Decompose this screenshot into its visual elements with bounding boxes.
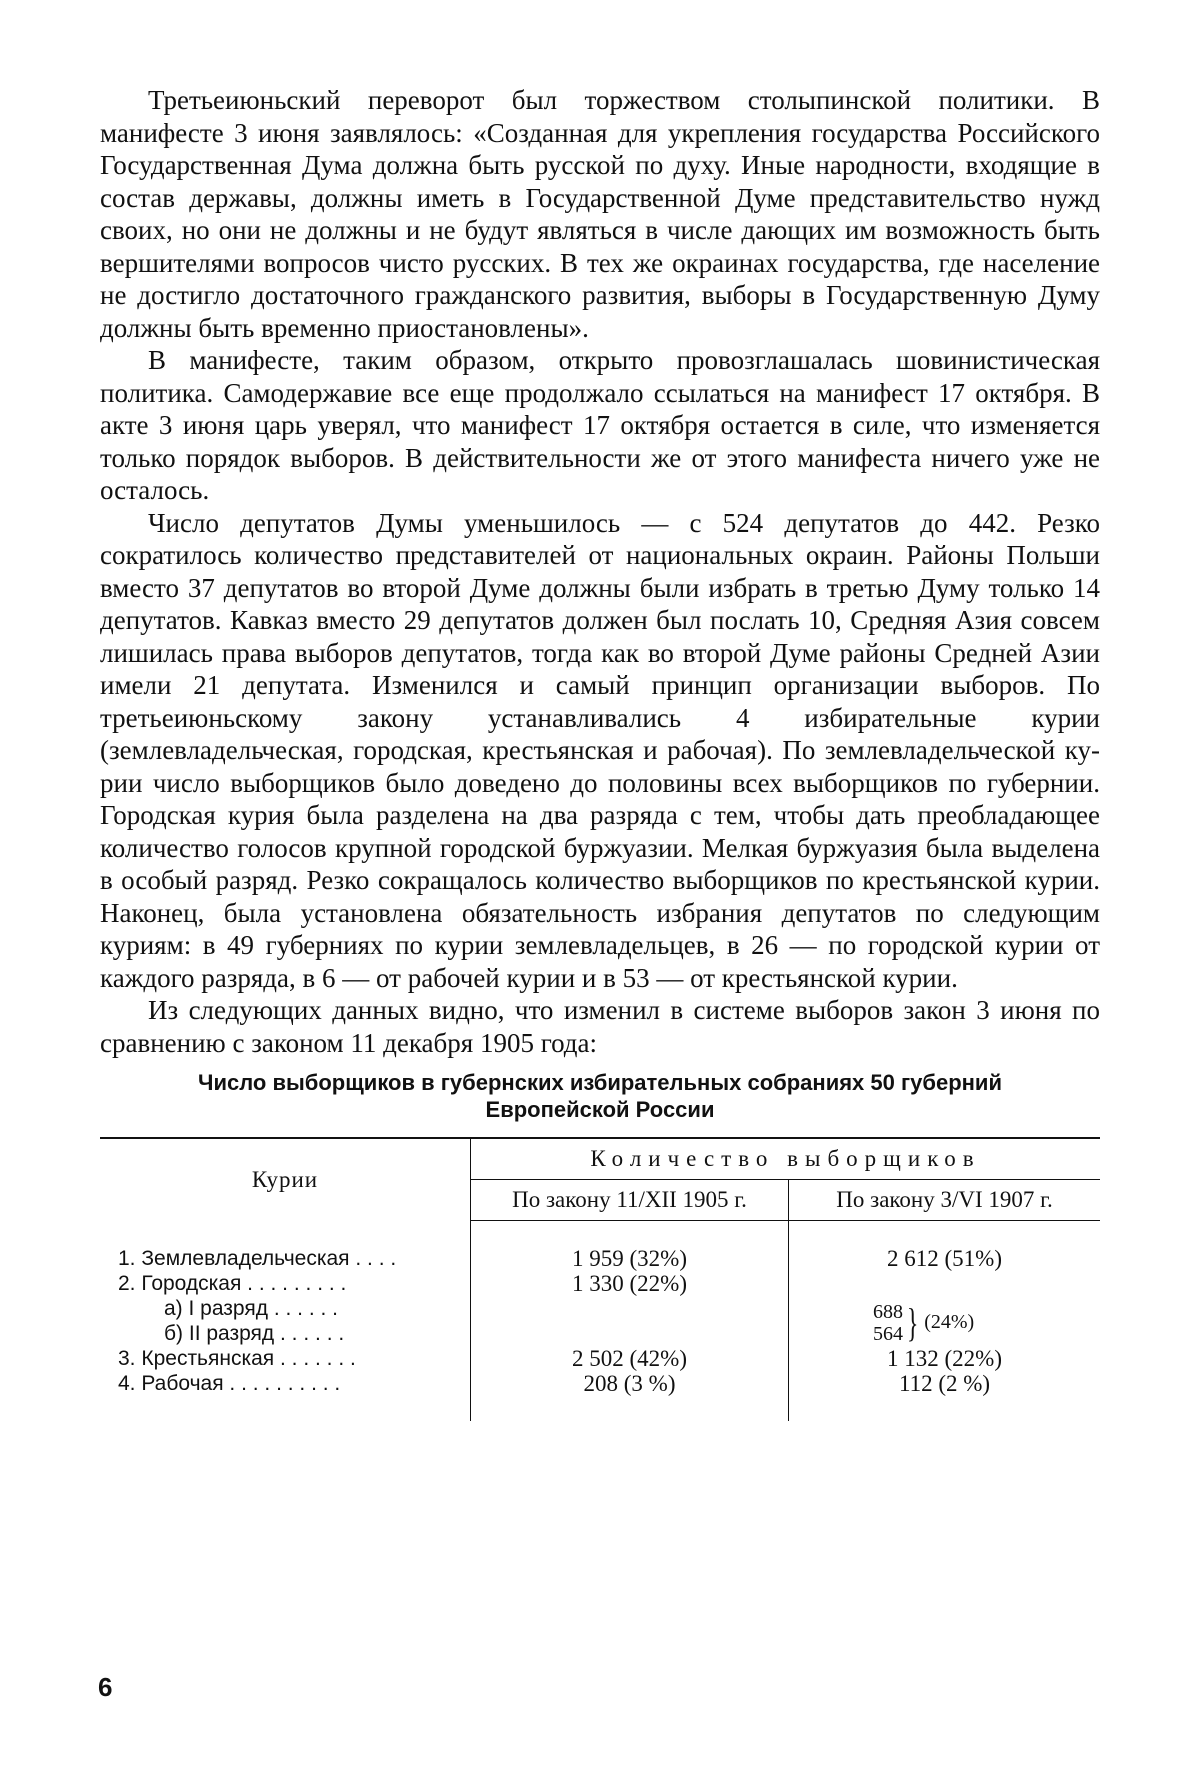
table-row xyxy=(100,1271,1100,1296)
page-number: 6 xyxy=(98,1672,113,1702)
row-value-1907: 2 612 (51%) xyxy=(887,1246,1002,1271)
row-label: б) II разряд . . . . . . xyxy=(100,1321,471,1346)
table-caption xyxy=(100,1069,1100,1123)
brace-symbol: } xyxy=(906,1299,919,1345)
row-value-1905: 208 (3 %) xyxy=(471,1371,789,1396)
row-label: 3. Крестьянская . . . . . . . xyxy=(100,1346,471,1371)
table-row xyxy=(100,1371,1100,1396)
row-label: 1. Землевладельческая . . . . xyxy=(100,1246,471,1271)
paragraph-1: Третьеиюньский переворот был торжеством столыпинской политики. В манифесте 3 июня заявлялось: «Созданная для укрепления государства Российского Государственная Дума должна быть русской по духу. Иные народности, входящие в состав державы, должны иметь в Государственной Думе представительство нужд своих, но они не должны и не будут являться в числе дающих им возможность быть вершителями вопросов чисто русских. В тех же окраинах государства, где население не достигло достаточного гражданского развития, выборы в Государственную Думу должны быть временно приостановлены». xyxy=(100,85,1100,343)
paragraph-3: Число депутатов Думы уменьшилось — с 524 депутатов до 442. Резко сократилось количество представителей от национальных окраин. Районы Польши вместо 37 депутатов во второй Думе должны были избрать в третью Думу только 14 депутатов. Кавказ вместо 29 депутатов должен был послать 10, Средняя Азия совсем лишилась права выборов депутатов, тогда как во второй Думе районы Средней Азии имели 21 депутата. Изменился и самый принцип организации выборов. По третьеиюньскому закону устанавливались 4 избирательные курии (землевладельческая, городская, крестьянская и рабочая). По землевладельческой курии число выборщиков было доведено до половины всех выборщиков по губернии. Городская курия была разделена на два разряда с тем, чтобы дать преобладающее количество голосов крупной городской буржуазии. Мелкая буржуазия была выделена в особый разряд. Резко сокращалось количество выборщиков по крестьянской курии. Наконец, была установлена обязательность избрания депутатов по следующим куриям: в 49 губерниях по курии землевладельцев, в 26 — по городской курии от каждого разряда, в 6 — от рабочей курии и в 53 — от крестьянской курии. xyxy=(100,507,1100,993)
header-electors-count: Количество выборщиков xyxy=(471,1138,1101,1180)
row-label: 4. Рабочая . . . . . . . . . . xyxy=(100,1371,471,1396)
table-row xyxy=(100,1296,1100,1321)
row-value-1907: 1 132 (22%) xyxy=(887,1346,1002,1371)
table-caption-line-2: Европейской России xyxy=(485,1097,715,1122)
row-value-1905 xyxy=(471,1296,789,1321)
table-caption-line-1: Число выборщиков в губернских избирательных собраниях 50 губерний xyxy=(198,1070,1002,1095)
paragraph-2: В манифесте, таким образом, открыто провозглашалась шовинистическая политика. Самодержавие все еще продолжало ссылаться на манифест 17 октября. В акте 3 июня царь уверял, что манифест 17 октября остается в силе, что изменяется только порядок выборов. В действительности же от этого манифеста ничего уже не осталось. xyxy=(100,345,1100,505)
header-law-1907: По закону 3/VI 1907 г. xyxy=(789,1180,1101,1221)
razryad-total-percent: (24%) xyxy=(924,1311,975,1333)
row-value-1905 xyxy=(471,1321,789,1346)
row-value-1907 xyxy=(789,1271,1101,1296)
header-law-1905: По закону 11/XII 1905 г. xyxy=(471,1180,789,1221)
razryad-2-value: 564 xyxy=(873,1322,903,1345)
row-label: а) I разряд . . . . . . xyxy=(100,1296,471,1321)
row-value-1905: 2 502 (42%) xyxy=(471,1346,789,1371)
row-value-1907: 112 (2 %) xyxy=(898,1371,991,1396)
row-label: 2. Городская . . . . . . . . . xyxy=(100,1271,471,1296)
book-page xyxy=(100,84,1100,1421)
row-value-1905: 1 959 (32%) xyxy=(471,1246,789,1271)
razryad-brace-group xyxy=(789,1296,1101,1346)
table-row xyxy=(100,1246,1100,1271)
electors-table xyxy=(100,1137,1100,1421)
row-value-1905: 1 330 (22%) xyxy=(471,1271,789,1296)
razryad-1-value: 688 xyxy=(873,1300,903,1323)
header-kurii: Курии xyxy=(100,1138,471,1221)
table-row xyxy=(100,1346,1100,1371)
paragraph-4: Из следующих данных видно, что изменил в системе выборов закон 3 июня по сравнению с законом 11 декабря 1905 года: xyxy=(100,995,1100,1058)
